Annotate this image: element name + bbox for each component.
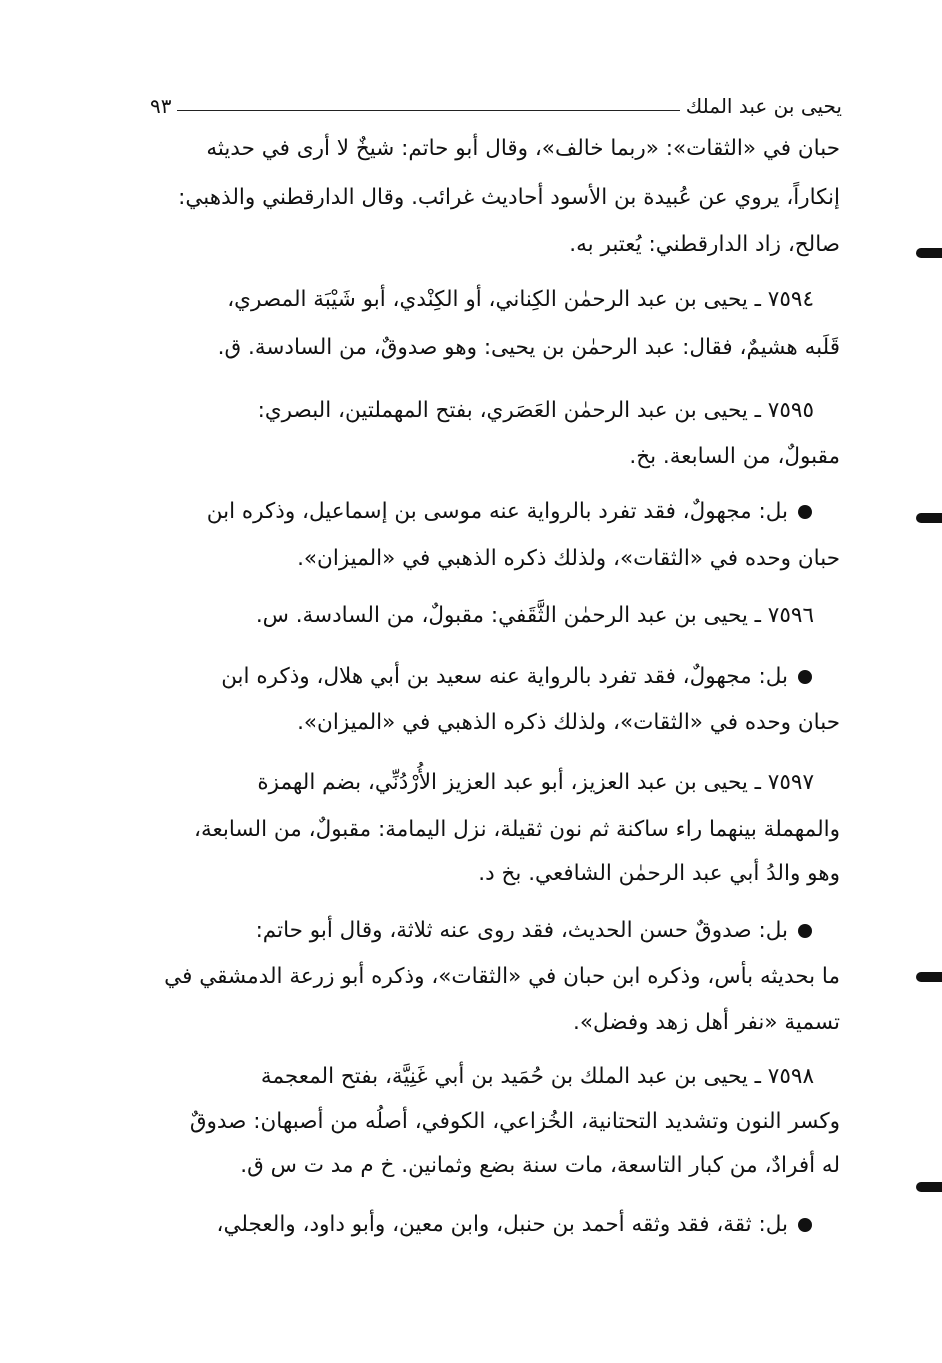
entry-7595-line: ٧٥٩٥ ـ يحيى بن عبد الرحمٰن العَصَري، بفتح المهملتين، البصري:	[257, 398, 814, 423]
text-line: له أفرادٌ، من كبار التاسعة، مات سنة بضع وثمانين. خ م مد ت س ق.	[240, 1153, 840, 1178]
comment-line: بل: ثقة، فقد وثقه أحمد بن حنبل، وابن معين، وأبو داود، والعجلي،	[217, 1210, 812, 1240]
entry-7598-line: ٧٥٩٨ ـ يحيى بن عبد الملك بن حُمَيد بن أبي غَنِيَّة، بفتح المعجمة	[260, 1064, 814, 1089]
page-edge-mark	[916, 248, 942, 258]
page-edge-mark	[916, 1182, 942, 1192]
text-line: إنكاراً، يروي عن عُبيدة بن الأسود أحاديث غرائب. وقال الدارقطني والذهبي:	[178, 185, 840, 210]
entry-7597-line: ٧٥٩٧ ـ يحيى بن عبد العزيز، أبو عبد العزيز الأُرْدُنِّي، بضم الهمزة	[257, 770, 814, 795]
comment-line: بل: مجهولٌ، فقد تفرد بالرواية عنه سعيد بن أبي هلال، وذكره ابن	[221, 662, 812, 692]
text-line: حبان في «الثقات»: «ربما خالف»، وقال أبو حاتم: شيخٌ لا أرى في حديثه	[206, 136, 840, 161]
text-line: حبان وحده في «الثقات»، ولذلك ذكره الذهبي في «الميزان».	[297, 546, 840, 571]
text-line: ما بحديثه بأس، وذكره ابن حبان في «الثقات»، وذكره أبو زرعة الدمشقي في	[164, 964, 840, 989]
page-edge-mark	[916, 972, 942, 982]
text-line: تسمية «نفر أهل زهد وفضل».	[573, 1010, 840, 1035]
text-line: صالح، زاد الدارقطني: يُعتبر به.	[569, 232, 840, 257]
page-edge-mark	[916, 513, 942, 523]
comment-line: بل: مجهولٌ، فقد تفرد بالرواية عنه موسى بن إسماعيل، وذكره ابن	[207, 497, 812, 527]
bullet-icon	[798, 924, 812, 938]
bullet-icon	[798, 1218, 812, 1232]
text-line: والمهملة بينهما راء ساكنة ثم نون ثقيلة، نزل اليمامة: مقبولٌ، من السابعة،	[194, 817, 840, 842]
text-line: وكسر النون وتشديد التحتانية، الخُزاعي، الكوفي، أصلُه من أصبهان: صدوقٌ	[189, 1109, 840, 1134]
text-line: حبان وحده في «الثقات»، ولذلك ذكره الذهبي في «الميزان».	[297, 710, 840, 735]
bullet-icon	[798, 505, 812, 519]
page-number: ٩٣	[150, 94, 172, 118]
text-line: وهو والدُ أبي عبد الرحمٰن الشافعي. بخ د.	[478, 861, 840, 886]
header-rule	[177, 110, 679, 111]
bullet-icon	[798, 670, 812, 684]
text-line: قَلَبه هشيمٌ، فقال: عبد الرحمٰن بن يحيى: وهو صدوقٌ، من السادسة. ق.	[217, 335, 840, 360]
text-line: مقبولٌ، من السابعة. بخ.	[629, 444, 840, 469]
comment-line: بل: صدوقٌ حسن الحديث، فقد روى عنه ثلاثة، وقال أبو حاتم:	[256, 916, 812, 946]
running-header	[150, 88, 842, 118]
header-title: يحيى بن عبد الملك	[685, 94, 842, 118]
entry-7596-line: ٧٥٩٦ ـ يحيى بن عبد الرحمٰن الثَّقَفي: مقبولٌ، من السادسة. س.	[255, 603, 814, 628]
entry-7594-line: ٧٥٩٤ ـ يحيى بن عبد الرحمٰن الكِناني، أو الكِنْدي، أبو شَيْبَة المصري،	[227, 287, 814, 312]
